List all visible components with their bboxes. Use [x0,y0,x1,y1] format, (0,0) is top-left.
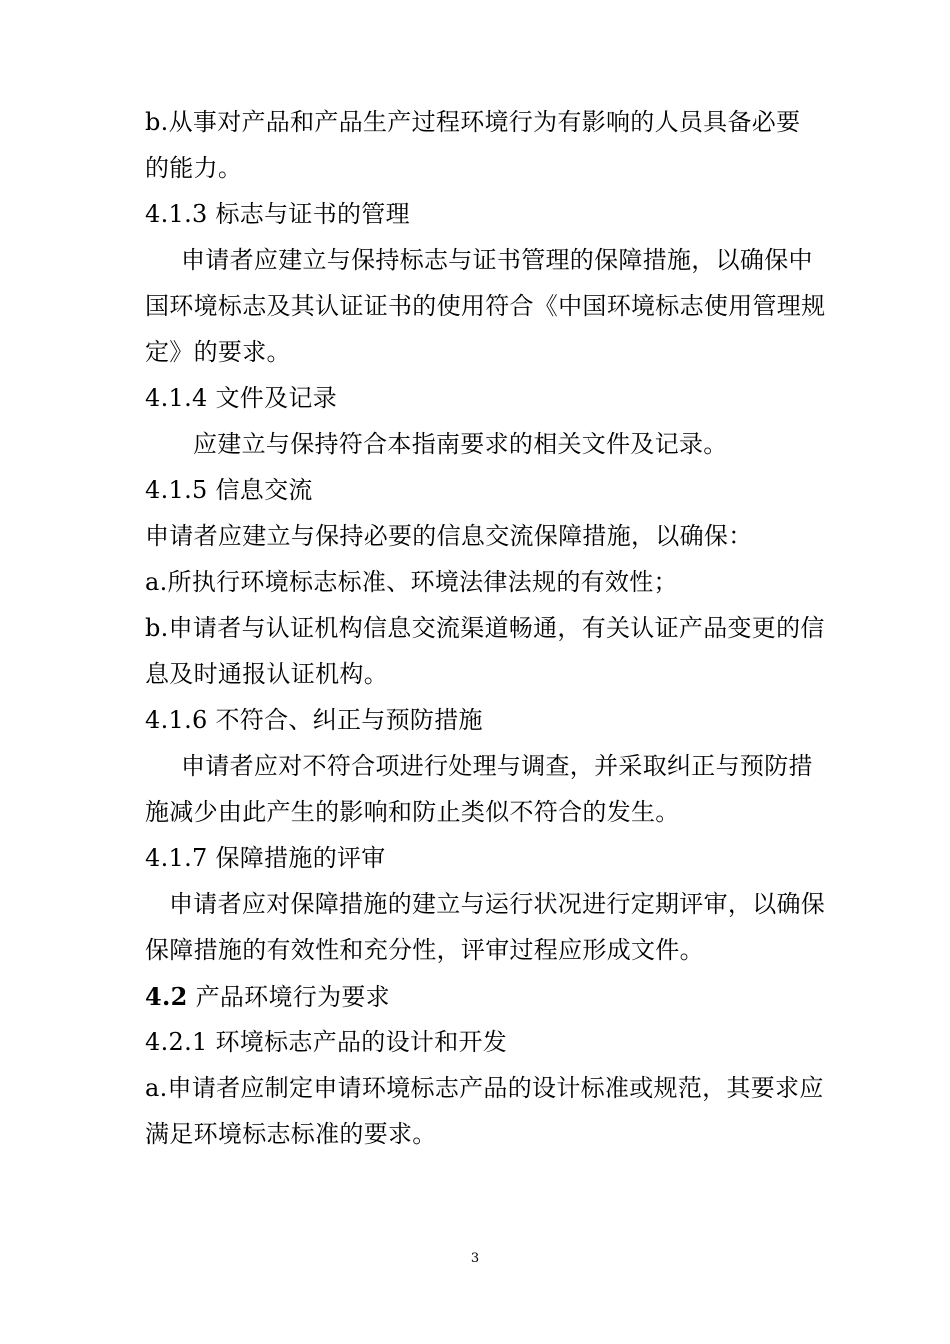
section-number: 4.2 [145,982,188,1011]
section-heading-4-1-6: 4.1.6 不符合、纠正与预防措施 [145,706,483,734]
list-item-b: b.申请者与认证机构信息交流渠道畅通，有关认证产品变更的信 [145,614,825,642]
paragraph-line: 申请者应对保障措施的建立与运行状况进行定期评审，以确保 [169,890,826,918]
paragraph-line: 满足环境标志标准的要求。 [145,1120,437,1148]
page-number: 3 [470,1251,480,1266]
paragraph-line: 施减少由此产生的影响和防止类似不符合的发生。 [145,798,680,826]
section-heading-4-1-4: 4.1.4 文件及记录 [145,384,337,412]
document-body [145,102,826,1155]
section-heading-4-1-7: 4.1.7 保障措施的评审 [145,844,386,872]
paragraph-line: 申请者应建立与保持必要的信息交流保障措施，以确保： [145,522,753,550]
list-item-a: a.所执行环境标志标准、环境法律法规的有效性； [145,568,678,596]
paragraph-line: 保障措施的有效性和充分性，评审过程应形成文件。 [145,936,704,964]
section-heading-4-1-5: 4.1.5 信息交流 [145,476,313,504]
section-heading-4-2 [145,976,815,1017]
paragraph-line: b.从事对产品和产品生产过程环境行为有影响的人员具备必要 [145,108,801,136]
paragraph-line: 申请者应对不符合项进行处理与调查，并采取纠正与预防措 [181,752,813,780]
paragraph-line: 应建立与保持符合本指南要求的相关文件及记录。 [193,430,728,458]
paragraph-line: 息及时通报认证机构。 [145,660,388,688]
paragraph-line: 国环境标志及其认证证书的使用符合《中国环境标志使用管理规 [145,292,826,320]
paragraph-line: 定》的要求。 [145,338,291,366]
paragraph-line: 的能力。 [145,154,243,182]
paragraph-line: 申请者应建立与保持标志与证书管理的保障措施，以确保中 [181,246,813,274]
section-heading-4-1-3: 4.1.3 标志与证书的管理 [145,200,410,228]
list-item-a: a.申请者应制定申请环境标志产品的设计标准或规范，其要求应 [145,1074,824,1102]
section-title: 产品环境行为要求 [187,983,390,1011]
section-heading-4-2-1: 4.2.1 环境标志产品的设计和开发 [145,1028,508,1056]
